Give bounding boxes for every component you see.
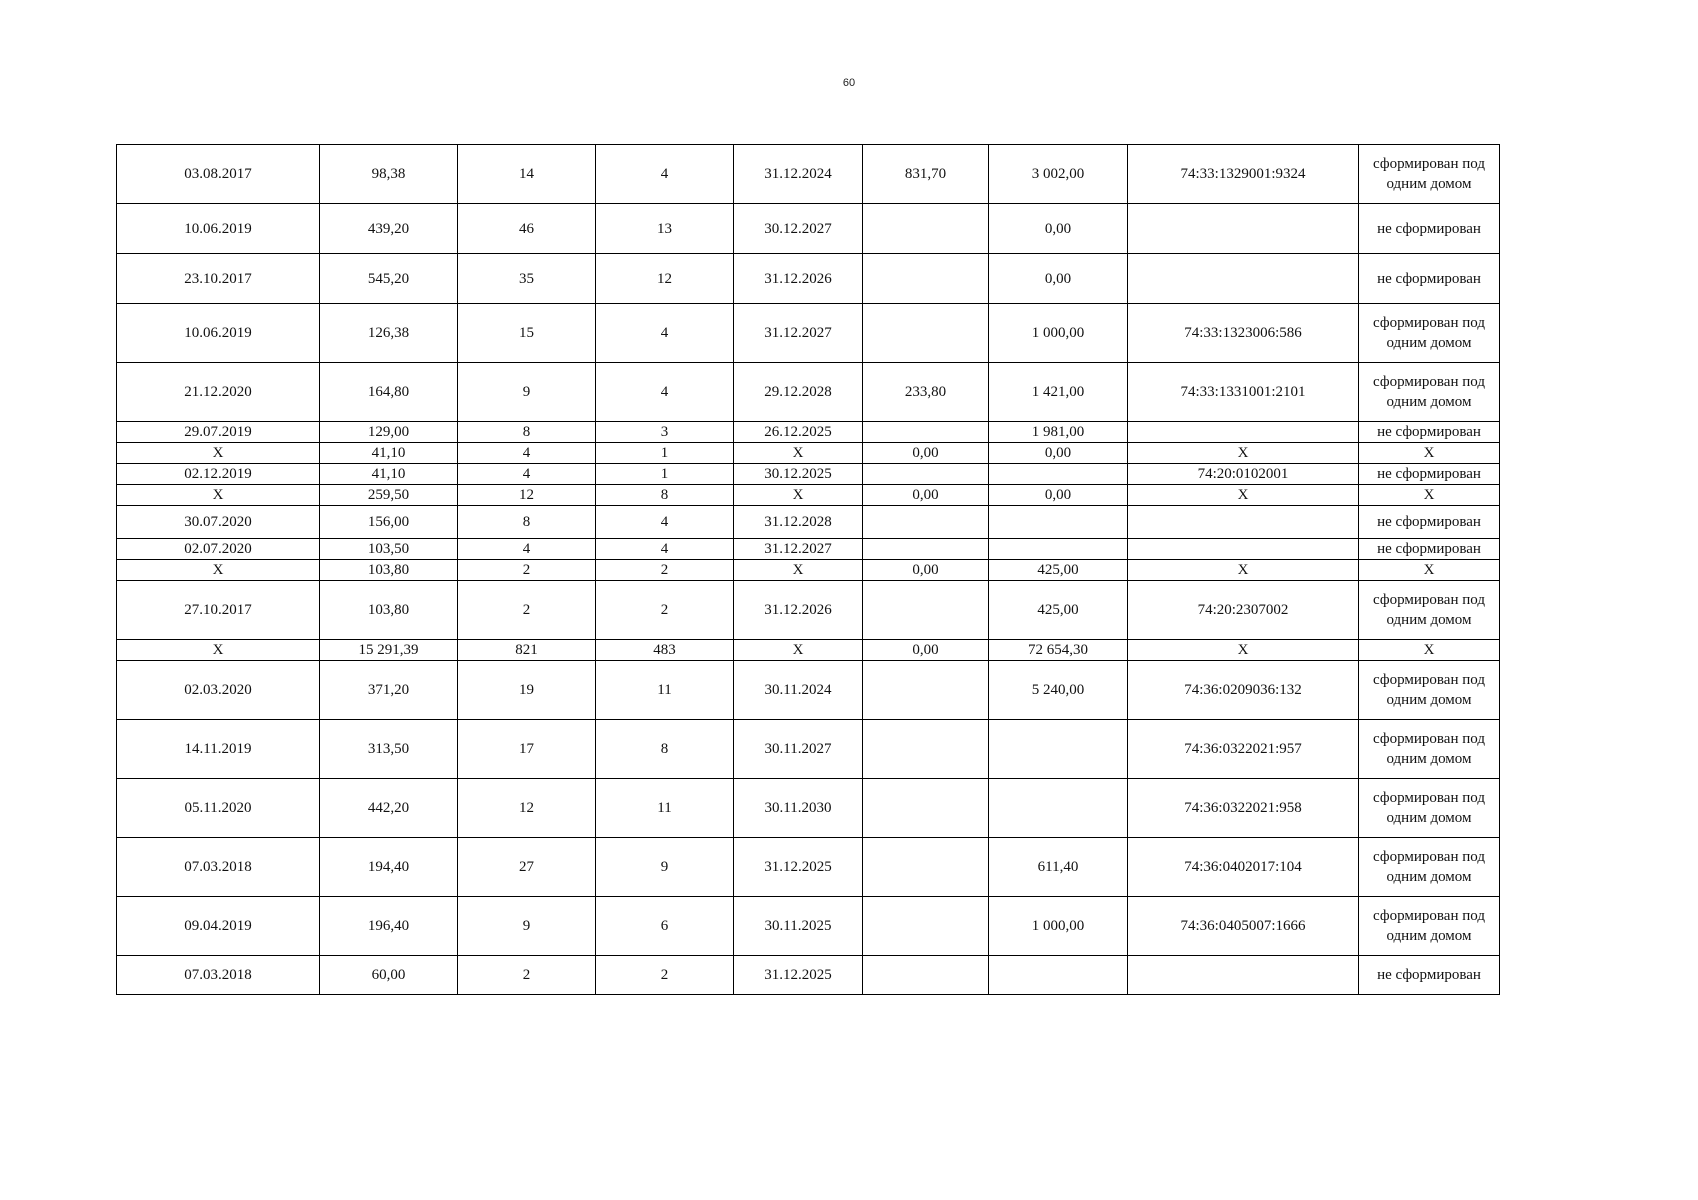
value-b-cell: 3 002,00: [989, 145, 1128, 204]
status-cell: не сформирован: [1359, 539, 1500, 560]
deadline-cell: 30.11.2025: [734, 897, 863, 956]
area-cell: 371,20: [320, 661, 458, 720]
cadastral-cell: 74:36:0209036:132: [1128, 661, 1359, 720]
deadline-cell: 31.12.2025: [734, 838, 863, 897]
table-row: [117, 720, 1500, 779]
cadastral-cell: [1128, 422, 1359, 443]
count-b-cell: 9: [596, 838, 734, 897]
count-a-cell: 2: [458, 956, 596, 995]
count-b-cell: 4: [596, 363, 734, 422]
area-cell: 442,20: [320, 779, 458, 838]
value-a-cell: 831,70: [863, 145, 989, 204]
cadastral-cell: 74:33:1329001:9324: [1128, 145, 1359, 204]
area-cell: 60,00: [320, 956, 458, 995]
count-b-cell: 4: [596, 145, 734, 204]
area-cell: 41,10: [320, 464, 458, 485]
count-b-cell: 1: [596, 443, 734, 464]
cadastral-cell: 74:36:0405007:1666: [1128, 897, 1359, 956]
deadline-cell: 30.11.2027: [734, 720, 863, 779]
count-b-cell: 4: [596, 506, 734, 539]
table-row: [117, 661, 1500, 720]
area-cell: 103,80: [320, 560, 458, 581]
cadastral-cell: 74:36:0322021:958: [1128, 779, 1359, 838]
date-cell: 02.07.2020: [117, 539, 320, 560]
value-a-cell: [863, 254, 989, 304]
area-cell: 545,20: [320, 254, 458, 304]
area-cell: 259,50: [320, 485, 458, 506]
status-cell: X: [1359, 485, 1500, 506]
count-a-cell: 46: [458, 204, 596, 254]
value-b-cell: 611,40: [989, 838, 1128, 897]
date-cell: 21.12.2020: [117, 363, 320, 422]
count-a-cell: 4: [458, 539, 596, 560]
table-row: [117, 581, 1500, 640]
date-cell: 10.06.2019: [117, 304, 320, 363]
date-cell: X: [117, 485, 320, 506]
count-b-cell: 8: [596, 485, 734, 506]
value-b-cell: 425,00: [989, 560, 1128, 581]
table-row: [117, 838, 1500, 897]
count-a-cell: 821: [458, 640, 596, 661]
value-a-cell: [863, 422, 989, 443]
cadastral-cell: X: [1128, 640, 1359, 661]
value-b-cell: [989, 464, 1128, 485]
date-cell: 27.10.2017: [117, 581, 320, 640]
count-a-cell: 8: [458, 506, 596, 539]
count-a-cell: 19: [458, 661, 596, 720]
deadline-cell: 30.11.2024: [734, 661, 863, 720]
value-a-cell: [863, 956, 989, 995]
cadastral-cell: 74:36:0322021:957: [1128, 720, 1359, 779]
status-cell: сформирован под одним домом: [1359, 581, 1500, 640]
deadline-cell: X: [734, 640, 863, 661]
count-b-cell: 1: [596, 464, 734, 485]
table-row: [117, 204, 1500, 254]
value-a-cell: 233,80: [863, 363, 989, 422]
deadline-cell: 31.12.2025: [734, 956, 863, 995]
date-cell: 09.04.2019: [117, 897, 320, 956]
count-a-cell: 15: [458, 304, 596, 363]
value-b-cell: [989, 779, 1128, 838]
count-a-cell: 4: [458, 464, 596, 485]
count-b-cell: 6: [596, 897, 734, 956]
deadline-cell: 30.12.2027: [734, 204, 863, 254]
table-row: [117, 897, 1500, 956]
status-cell: не сформирован: [1359, 204, 1500, 254]
value-b-cell: 0,00: [989, 485, 1128, 506]
value-a-cell: [863, 720, 989, 779]
date-cell: 10.06.2019: [117, 204, 320, 254]
value-a-cell: [863, 304, 989, 363]
date-cell: 02.12.2019: [117, 464, 320, 485]
cadastral-cell: [1128, 506, 1359, 539]
count-b-cell: 8: [596, 720, 734, 779]
deadline-cell: 31.12.2027: [734, 304, 863, 363]
value-b-cell: [989, 506, 1128, 539]
status-cell: сформирован под одним домом: [1359, 145, 1500, 204]
value-b-cell: 5 240,00: [989, 661, 1128, 720]
value-a-cell: [863, 581, 989, 640]
status-cell: не сформирован: [1359, 956, 1500, 995]
status-cell: X: [1359, 443, 1500, 464]
date-cell: 02.03.2020: [117, 661, 320, 720]
date-cell: 05.11.2020: [117, 779, 320, 838]
table-row: [117, 363, 1500, 422]
deadline-cell: 29.12.2028: [734, 363, 863, 422]
cadastral-cell: [1128, 254, 1359, 304]
cadastral-cell: 74:36:0402017:104: [1128, 838, 1359, 897]
value-b-cell: [989, 539, 1128, 560]
table-row: [117, 640, 1500, 661]
value-b-cell: 1 981,00: [989, 422, 1128, 443]
date-cell: 03.08.2017: [117, 145, 320, 204]
count-b-cell: 3: [596, 422, 734, 443]
cadastral-cell: X: [1128, 443, 1359, 464]
table-row: [117, 539, 1500, 560]
date-cell: 07.03.2018: [117, 838, 320, 897]
cadastral-cell: 74:20:0102001: [1128, 464, 1359, 485]
value-b-cell: 1 421,00: [989, 363, 1128, 422]
table-row: [117, 422, 1500, 443]
value-a-cell: [863, 539, 989, 560]
value-b-cell: 0,00: [989, 254, 1128, 304]
cadastral-cell: [1128, 956, 1359, 995]
value-a-cell: [863, 779, 989, 838]
deadline-cell: 31.12.2024: [734, 145, 863, 204]
count-a-cell: 35: [458, 254, 596, 304]
area-cell: 156,00: [320, 506, 458, 539]
date-cell: X: [117, 443, 320, 464]
area-cell: 103,50: [320, 539, 458, 560]
table-row: [117, 304, 1500, 363]
value-a-cell: 0,00: [863, 640, 989, 661]
deadline-cell: 31.12.2026: [734, 254, 863, 304]
count-b-cell: 4: [596, 539, 734, 560]
area-cell: 439,20: [320, 204, 458, 254]
cadastral-cell: 74:20:2307002: [1128, 581, 1359, 640]
date-cell: X: [117, 640, 320, 661]
count-b-cell: 13: [596, 204, 734, 254]
value-a-cell: [863, 464, 989, 485]
cadastral-cell: [1128, 539, 1359, 560]
count-b-cell: 2: [596, 581, 734, 640]
deadline-cell: X: [734, 485, 863, 506]
area-cell: 313,50: [320, 720, 458, 779]
table-row: [117, 485, 1500, 506]
count-a-cell: 9: [458, 363, 596, 422]
value-a-cell: 0,00: [863, 485, 989, 506]
count-a-cell: 2: [458, 581, 596, 640]
page-number: 60: [842, 77, 856, 89]
count-b-cell: 12: [596, 254, 734, 304]
value-b-cell: [989, 720, 1128, 779]
table-row: [117, 464, 1500, 485]
value-a-cell: 0,00: [863, 560, 989, 581]
status-cell: сформирован под одним домом: [1359, 779, 1500, 838]
date-cell: 23.10.2017: [117, 254, 320, 304]
count-b-cell: 11: [596, 661, 734, 720]
value-a-cell: [863, 204, 989, 254]
value-b-cell: 1 000,00: [989, 304, 1128, 363]
deadline-cell: X: [734, 560, 863, 581]
date-cell: 07.03.2018: [117, 956, 320, 995]
status-cell: X: [1359, 640, 1500, 661]
value-b-cell: 1 000,00: [989, 897, 1128, 956]
value-a-cell: [863, 661, 989, 720]
cadastral-cell: 74:33:1331001:2101: [1128, 363, 1359, 422]
area-cell: 194,40: [320, 838, 458, 897]
area-cell: 41,10: [320, 443, 458, 464]
deadline-cell: 26.12.2025: [734, 422, 863, 443]
table-row: [117, 145, 1500, 204]
area-cell: 129,00: [320, 422, 458, 443]
value-a-cell: [863, 897, 989, 956]
count-a-cell: 9: [458, 897, 596, 956]
count-b-cell: 2: [596, 560, 734, 581]
count-a-cell: 12: [458, 485, 596, 506]
value-b-cell: 0,00: [989, 204, 1128, 254]
value-b-cell: [989, 956, 1128, 995]
value-a-cell: 0,00: [863, 443, 989, 464]
deadline-cell: X: [734, 443, 863, 464]
date-cell: 29.07.2019: [117, 422, 320, 443]
area-cell: 103,80: [320, 581, 458, 640]
area-cell: 15 291,39: [320, 640, 458, 661]
date-cell: 14.11.2019: [117, 720, 320, 779]
table-row: [117, 254, 1500, 304]
deadline-cell: 30.12.2025: [734, 464, 863, 485]
table-row: [117, 443, 1500, 464]
table-body: [117, 145, 1500, 995]
status-cell: сформирован под одним домом: [1359, 661, 1500, 720]
cadastral-cell: X: [1128, 485, 1359, 506]
area-cell: 98,38: [320, 145, 458, 204]
cadastral-cell: X: [1128, 560, 1359, 581]
count-a-cell: 27: [458, 838, 596, 897]
status-cell: сформирован под одним домом: [1359, 304, 1500, 363]
count-b-cell: 483: [596, 640, 734, 661]
status-cell: X: [1359, 560, 1500, 581]
count-b-cell: 2: [596, 956, 734, 995]
count-a-cell: 14: [458, 145, 596, 204]
count-b-cell: 4: [596, 304, 734, 363]
area-cell: 126,38: [320, 304, 458, 363]
value-a-cell: [863, 506, 989, 539]
status-cell: не сформирован: [1359, 506, 1500, 539]
count-b-cell: 11: [596, 779, 734, 838]
date-cell: X: [117, 560, 320, 581]
cadastral-cell: 74:33:1323006:586: [1128, 304, 1359, 363]
value-b-cell: 72 654,30: [989, 640, 1128, 661]
table-row: [117, 779, 1500, 838]
status-cell: не сформирован: [1359, 464, 1500, 485]
deadline-cell: 30.11.2030: [734, 779, 863, 838]
data-table: [116, 144, 1500, 995]
area-cell: 196,40: [320, 897, 458, 956]
value-b-cell: 425,00: [989, 581, 1128, 640]
status-cell: сформирован под одним домом: [1359, 720, 1500, 779]
count-a-cell: 17: [458, 720, 596, 779]
cadastral-cell: [1128, 204, 1359, 254]
date-cell: 30.07.2020: [117, 506, 320, 539]
table-row: [117, 956, 1500, 995]
table-row: [117, 506, 1500, 539]
area-cell: 164,80: [320, 363, 458, 422]
count-a-cell: 2: [458, 560, 596, 581]
status-cell: сформирован под одним домом: [1359, 897, 1500, 956]
deadline-cell: 31.12.2028: [734, 506, 863, 539]
status-cell: не сформирован: [1359, 254, 1500, 304]
status-cell: сформирован под одним домом: [1359, 838, 1500, 897]
status-cell: сформирован под одним домом: [1359, 363, 1500, 422]
count-a-cell: 4: [458, 443, 596, 464]
deadline-cell: 31.12.2026: [734, 581, 863, 640]
deadline-cell: 31.12.2027: [734, 539, 863, 560]
count-a-cell: 12: [458, 779, 596, 838]
table-row: [117, 560, 1500, 581]
status-cell: не сформирован: [1359, 422, 1500, 443]
value-b-cell: 0,00: [989, 443, 1128, 464]
count-a-cell: 8: [458, 422, 596, 443]
value-a-cell: [863, 838, 989, 897]
